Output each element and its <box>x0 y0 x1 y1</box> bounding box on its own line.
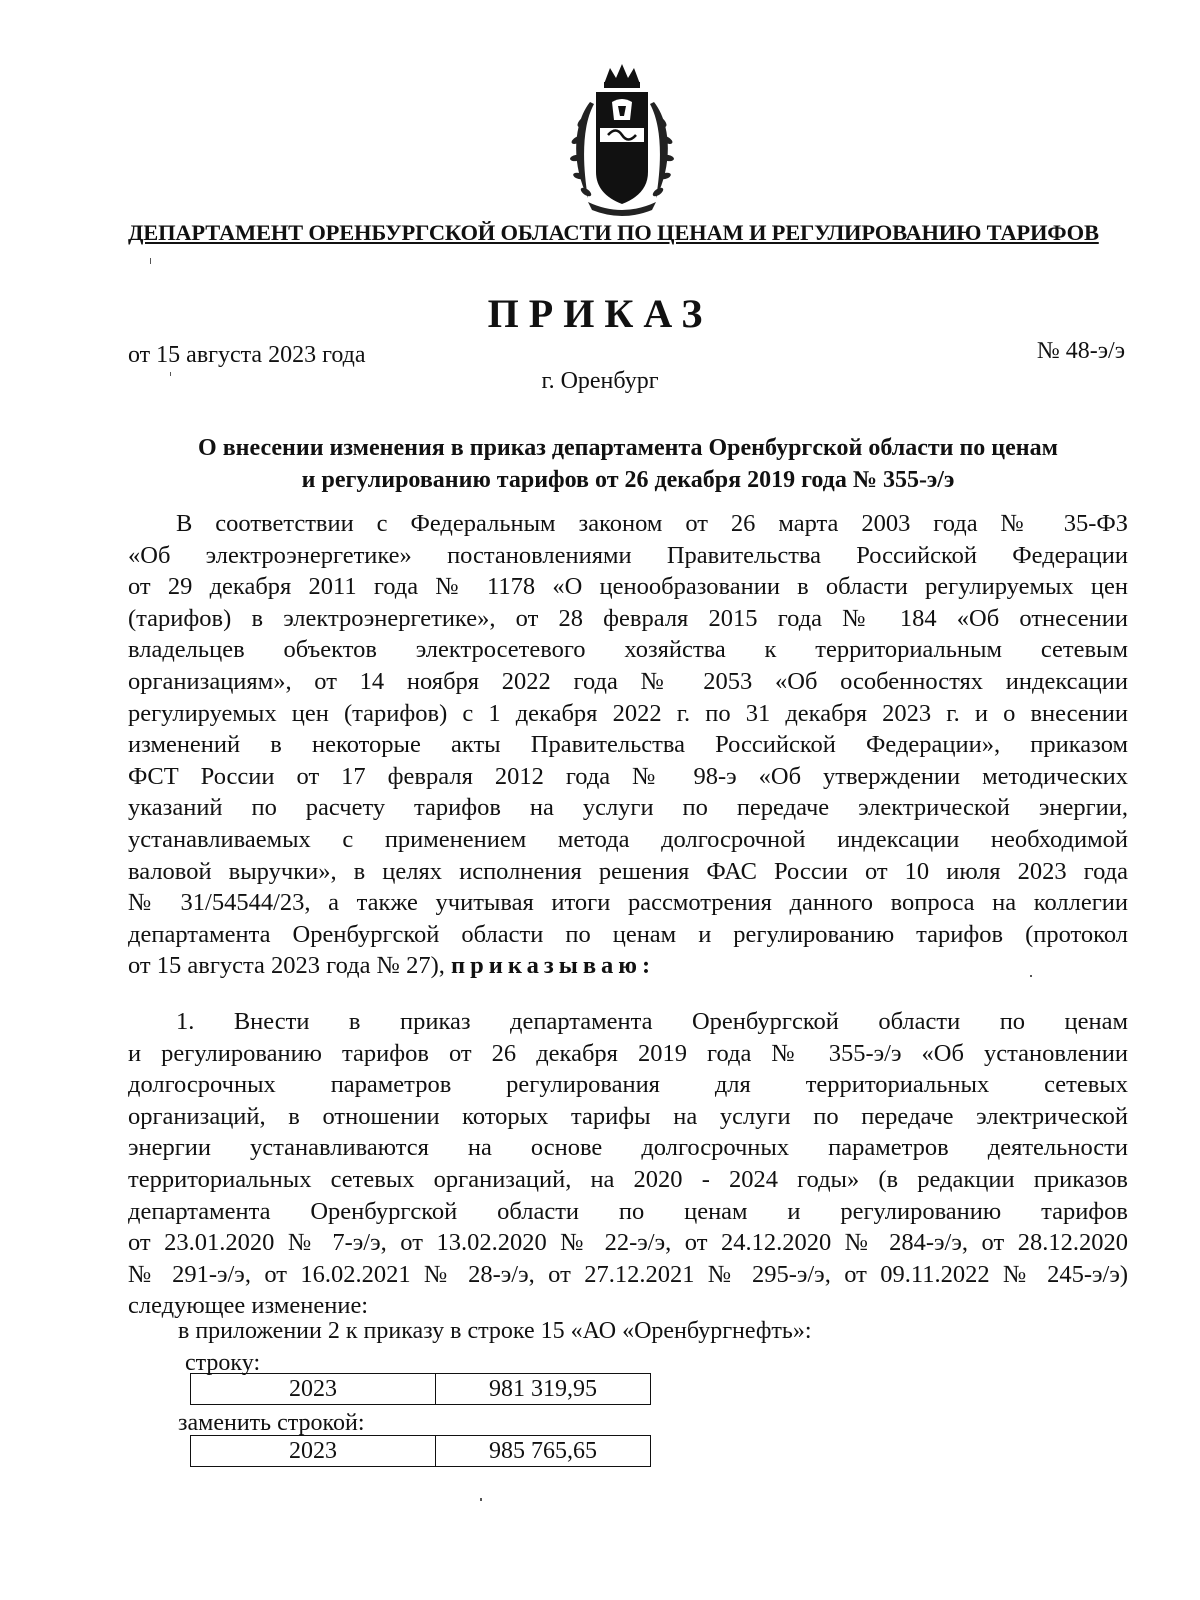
clause-1-paragraph <box>128 1006 1128 1322</box>
paragraph-line: «Об электроэнергетике» постановлениями Правительства Российской Федерации <box>128 541 1128 569</box>
paragraph-line: организациям», от 14 ноября 2022 года № 2053 «Об особенностях индексации <box>128 667 1128 695</box>
old-row-label: строку: <box>185 1350 261 1376</box>
paragraph-line: следующее изменение: <box>128 1292 369 1320</box>
paragraph-line: изменений в некоторые акты Правительства Российской Федерации», приказом <box>128 731 1128 759</box>
order-subject <box>128 432 1128 496</box>
paragraph-line: 1. Внести в приказ департамента Оренбургской области по ценам <box>176 1008 1128 1035</box>
old-row-table <box>190 1373 651 1405</box>
subject-line: и регулированию тарифов от 26 декабря 2019 года № 355-э/э <box>301 467 955 493</box>
paragraph-line <box>128 950 1128 982</box>
paragraph-line: организаций, в отношении которых тарифы на услуги по передаче электрической <box>128 1102 1128 1130</box>
new-row-table <box>190 1435 651 1467</box>
new-row-label: заменить строкой: <box>178 1410 365 1436</box>
table-row <box>191 1436 651 1467</box>
decree-word: приказываю: <box>451 952 656 980</box>
paragraph-line: департамента Оренбургской области по ценам и регулированию тарифов <box>128 1197 1128 1225</box>
paragraph-line: валовой выручки», в целях исполнения решения ФАС России от 10 июля 2023 года <box>128 857 1128 885</box>
table-row <box>191 1374 651 1405</box>
year-cell: 2023 <box>191 1436 436 1467</box>
preamble-last-text: от 15 августа 2023 года № 27), <box>128 952 445 980</box>
paragraph-line: владельцев объектов электросетевого хозяйства к территориальным сетевым <box>128 636 1128 664</box>
paragraph-line: указаний по расчету тарифов на услуги по передаче электрической энергии, <box>128 794 1128 822</box>
department-name: ДЕПАРТАМЕНТ ОРЕНБУРГСКОЙ ОБЛАСТИ ПО ЦЕНАМ И РЕГУЛИРОВАНИЮ ТАРИФОВ <box>128 220 1099 245</box>
value-cell: 985 765,65 <box>436 1436 651 1467</box>
paragraph-line: № 291-э/э, от 16.02.2021 № 28-э/э, от 27.12.2021 № 295-э/э, от 09.11.2022 № 245-э/э) <box>128 1260 1128 1288</box>
scan-speck <box>1030 975 1032 977</box>
paragraph-line: № 31/54544/23, а также учитывая итоги рассмотрения данного вопроса на коллегии <box>128 889 1128 917</box>
scan-speck <box>480 1498 482 1501</box>
scan-speck <box>150 258 151 264</box>
order-number: № 48-э/э <box>1036 338 1125 364</box>
scan-speck <box>170 372 171 376</box>
order-date: от 15 августа 2023 года <box>128 342 366 368</box>
preamble-paragraph <box>128 508 1128 982</box>
paragraph-line: устанавливаемых с применением метода долгосрочной индексации необходимой <box>128 825 1128 853</box>
appendix-reference: в приложении 2 к приказу в строке 15 «АО «Оренбургнефть»: <box>178 1318 812 1344</box>
paragraph-line: В соответствии с Федеральным законом от 26 марта 2003 года № 35-ФЗ <box>176 510 1128 537</box>
paragraph-line: от 23.01.2020 № 7-э/э, от 13.02.2020 № 22-э/э, от 24.12.2020 № 284-э/э, от 28.12.2020 <box>128 1229 1128 1257</box>
coat-of-arms-emblem <box>560 62 684 222</box>
paragraph-line: энергии устанавливаются на основе долгосрочных параметров деятельности <box>128 1134 1128 1162</box>
document-type-title: ПРИКАЗ <box>487 291 713 336</box>
paragraph-line: и регулированию тарифов от 26 декабря 2019 года № 355-э/э «Об установлении <box>128 1039 1128 1067</box>
subject-line: О внесении изменения в приказ департамента Оренбургской области по ценам <box>198 435 1058 461</box>
paragraph-line: регулируемых цен (тарифов) с 1 декабря 2022 г. по 31 декабря 2023 г. и о внесении <box>128 699 1128 727</box>
value-cell: 981 319,95 <box>436 1374 651 1405</box>
paragraph-line: от 29 декабря 2011 года № 1178 «О ценообразовании в области регулируемых цен <box>128 573 1128 601</box>
paragraph-line: ФСТ России от 17 февраля 2012 года № 98-э «Об утверждении методических <box>128 762 1128 790</box>
paragraph-line: долгосрочных параметров регулирования для территориальных сетевых <box>128 1071 1128 1099</box>
paragraph-line: (тарифов) в электроэнергетике», от 28 февраля 2015 года № 184 «Об отнесении <box>128 604 1128 632</box>
year-cell: 2023 <box>191 1374 436 1405</box>
paragraph-line: территориальных сетевых организаций, на 2020 - 2024 годы» (в редакции приказов <box>128 1165 1128 1193</box>
order-city: г. Оренбург <box>541 368 659 394</box>
paragraph-line: департамента Оренбургской области по ценам и регулированию тарифов (протокол <box>128 920 1128 948</box>
